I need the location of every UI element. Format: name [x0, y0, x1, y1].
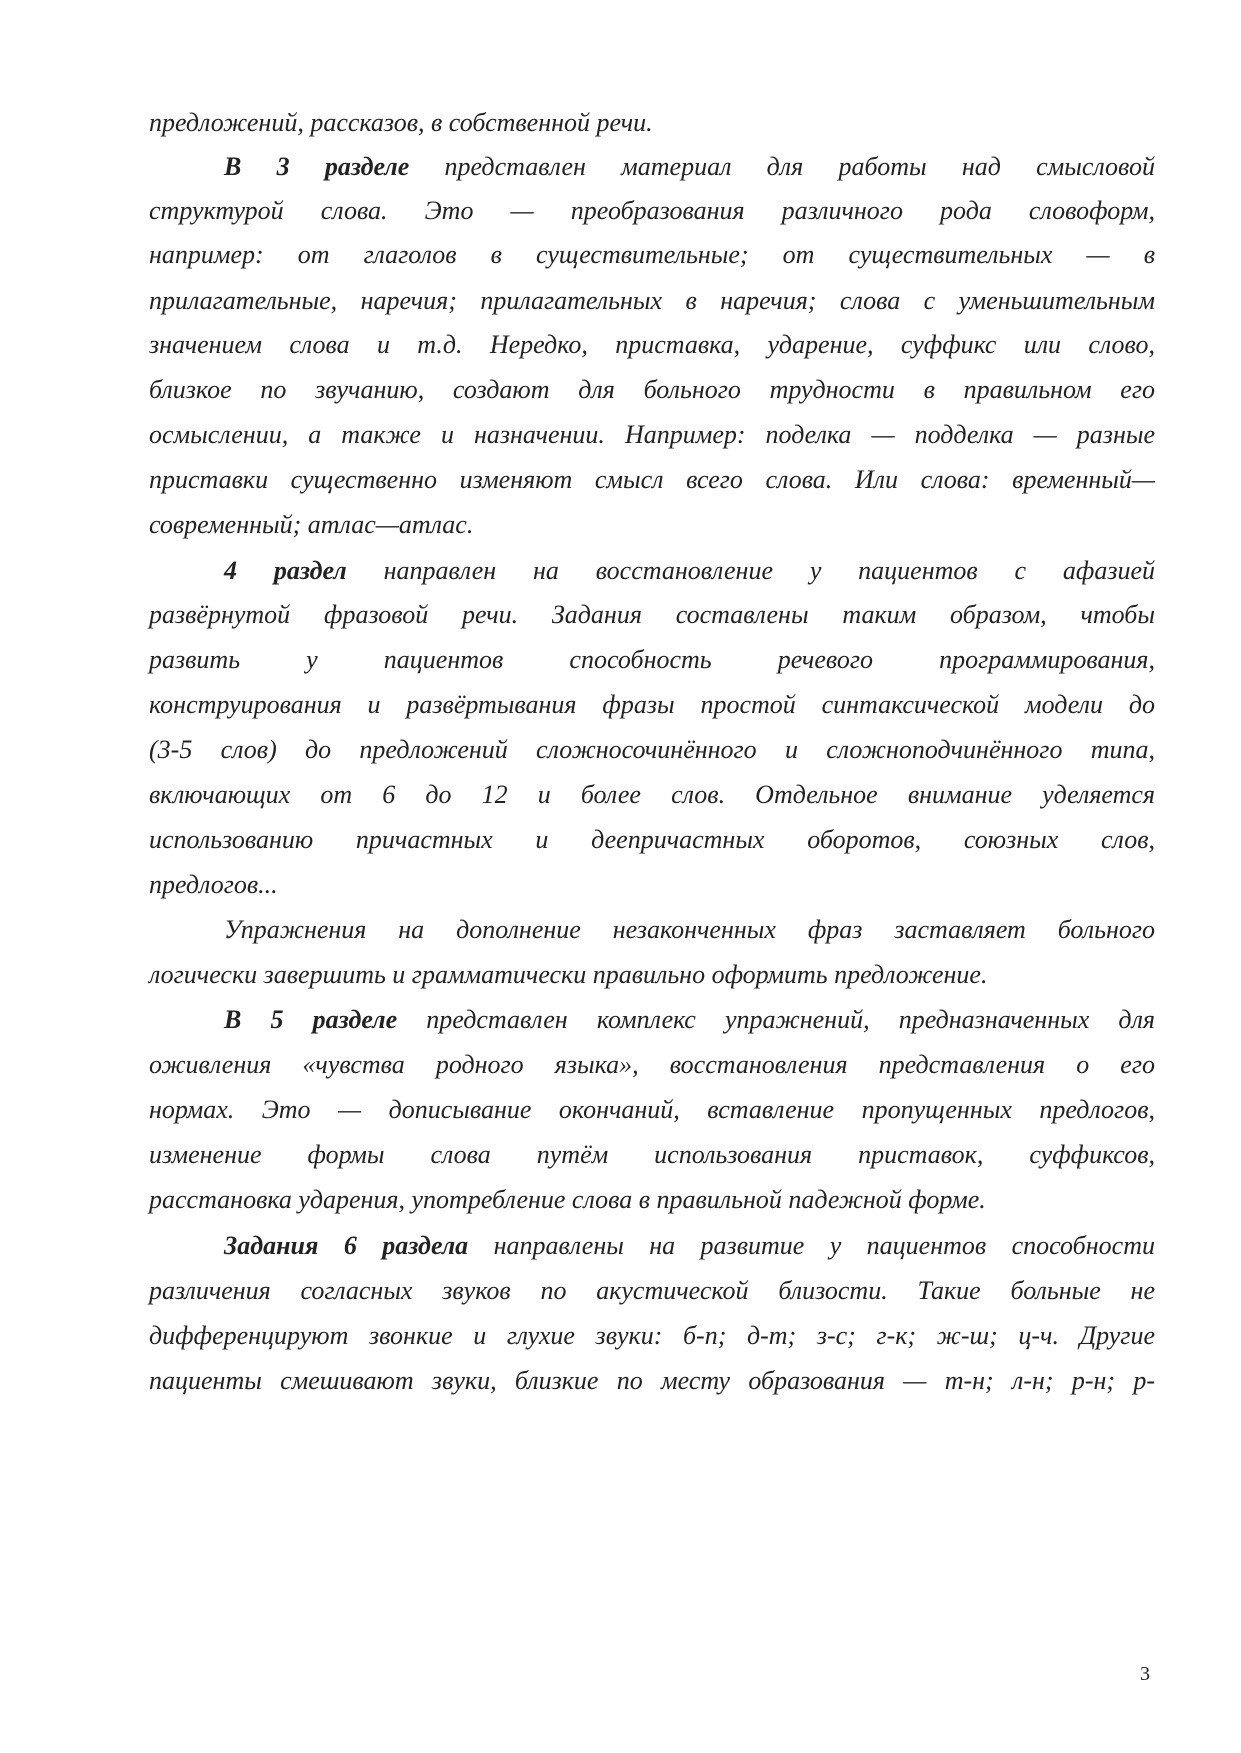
line-text: Упражнения на дополнение незаконченных фраз заставляет больного — [224, 915, 1155, 944]
text-line — [149, 286, 1155, 316]
section-heading-inline: В 5 разделе — [224, 1005, 398, 1034]
line-text: близкое по звучанию, создают для больного трудности в правильном его — [149, 375, 1155, 404]
text-line — [224, 556, 1155, 586]
line-text: конструирования и развёртывания фразы простой синтаксической модели до — [149, 690, 1155, 719]
line-text: расстановка ударения, употребление слова в правильной падежной форме. — [149, 1185, 986, 1214]
line-text: развёрнутой фразовой речи. Задания составлены таким образом, чтобы — [149, 600, 1155, 629]
page-number: 3 — [1140, 1663, 1150, 1685]
line-text: предлогов... — [149, 870, 278, 899]
text-line — [149, 510, 473, 540]
line-text: различения согласных звуков по акустической близости. Такие больные не — [149, 1276, 1155, 1305]
text-line — [149, 1095, 1155, 1125]
text-line — [224, 1231, 1155, 1261]
text-line — [149, 330, 1155, 360]
line-text: значением слова и т.д. Нередко, приставка, ударение, суффикс или слово, — [149, 330, 1155, 359]
line-text: предложений, рассказов, в собственной речи. — [149, 108, 653, 137]
line-text: представлен комплекс упражнений, предназначенных для — [397, 1005, 1155, 1034]
text-line — [149, 1276, 1155, 1306]
line-text: осмыслении, а также и назначении. Например: поделка — подделка — разные — [149, 420, 1155, 449]
text-line — [224, 152, 1155, 182]
text-line — [149, 1140, 1155, 1170]
text-line — [149, 196, 1155, 226]
text-line — [149, 870, 278, 900]
text-line — [149, 825, 1155, 855]
text-line — [149, 1321, 1155, 1351]
text-line — [149, 960, 987, 990]
text-line — [149, 240, 1155, 270]
line-text: развить у пациентов способность речевого программирования, — [149, 645, 1155, 674]
text-line — [149, 420, 1155, 450]
text-line — [149, 375, 1155, 405]
section-heading-inline: Задания 6 раздела — [224, 1231, 469, 1260]
line-text: приставки существенно изменяют смысл всего слова. Или слова: временный— — [149, 465, 1155, 494]
line-text: современный; атлас—атлас. — [149, 510, 474, 539]
text-line — [149, 690, 1155, 720]
line-text: логически завершить и грамматически правильно оформить предложение. — [149, 960, 988, 989]
text-line — [149, 1185, 986, 1215]
line-text: (3-5 слов) до предложений сложносочинённого и сложноподчинённого типа, — [149, 735, 1155, 764]
text-line — [149, 735, 1155, 765]
text-line — [149, 780, 1155, 810]
line-text: например: от глаголов в существительные; от существительных — в — [149, 240, 1155, 269]
text-line — [149, 108, 653, 138]
line-text: нормах. Это — дописывание окончаний, вставление пропущенных предлогов, — [149, 1095, 1155, 1124]
text-line — [224, 1005, 1155, 1035]
line-text: прилагательные, наречия; прилагательных в наречия; слова с уменьшительным — [149, 286, 1155, 315]
line-text: дифференцируют звонкие и глухие звуки: б-п; д-т; з-с; г-к; ж-ш; ц-ч. Другие — [149, 1321, 1155, 1350]
text-line — [149, 465, 1155, 495]
section-heading-inline: В 3 разделе — [224, 152, 410, 181]
text-line — [149, 1366, 1155, 1396]
line-text: структурой слова. Это — преобразования различного рода словоформ, — [149, 196, 1155, 225]
line-text: пациенты смешивают звуки, близкие по месту образования — т-н; л-н; р-н; р- — [149, 1366, 1155, 1395]
line-text: использованию причастных и деепричастных оборотов, союзных слов, — [149, 825, 1155, 854]
line-text: представлен материал для работы над смысловой — [409, 152, 1155, 181]
line-text: изменение формы слова путём использования приставок, суффиксов, — [149, 1140, 1155, 1169]
text-line — [149, 600, 1155, 630]
line-text: направлены на развитие у пациентов способности — [468, 1231, 1155, 1260]
text-line — [149, 645, 1155, 675]
line-text: включающих от 6 до 12 и более слов. Отдельное внимание уделяется — [149, 780, 1155, 809]
section-heading-inline: 4 раздел — [224, 556, 347, 585]
line-text: оживления «чувства родного языка», восстановления представления о его — [149, 1050, 1155, 1079]
text-line — [149, 1050, 1155, 1080]
line-text: направлен на восстановление у пациентов с афазией — [346, 556, 1156, 585]
text-line — [224, 915, 1155, 945]
